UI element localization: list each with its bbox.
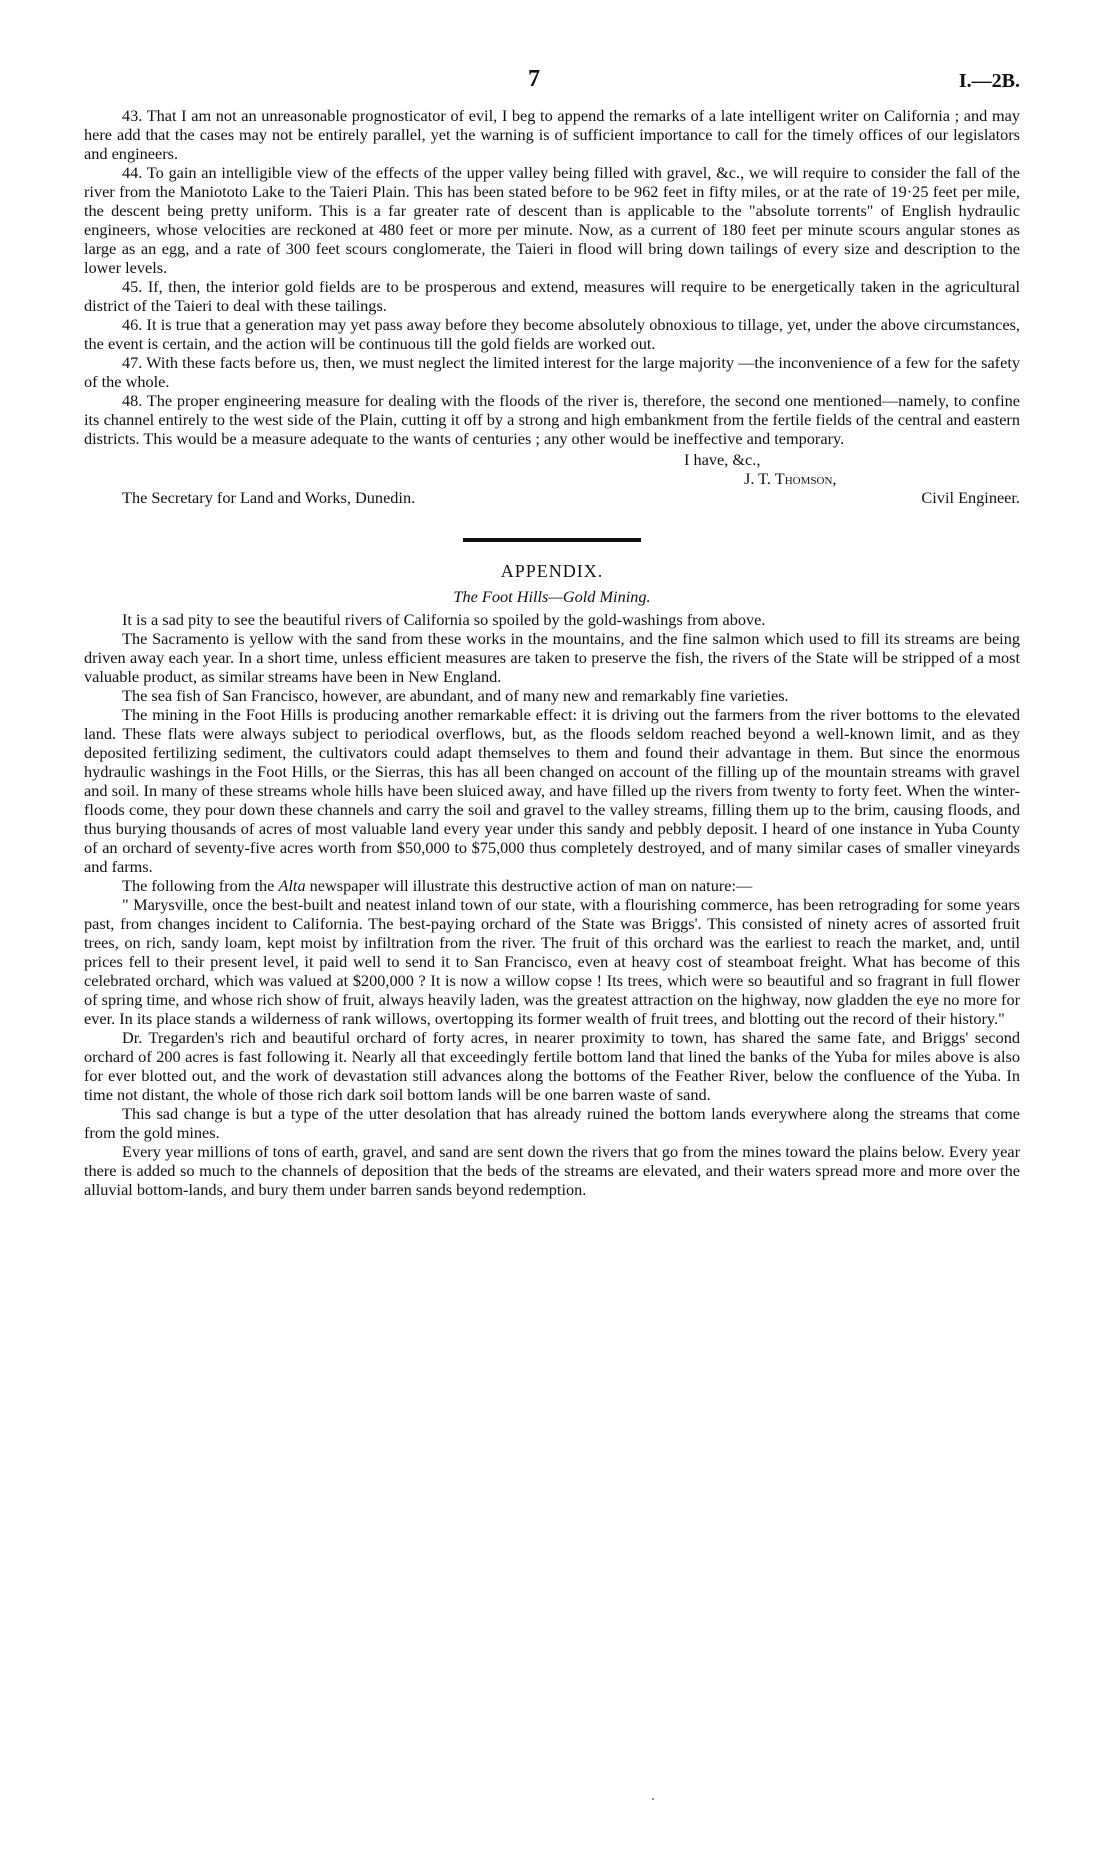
paragraph-48: 48. The proper engineering measure for dealing with the floods of the river is, therefore, the second one mentioned—namely, to confine its channel entirely to the west side of the Plain, cutting it off by a strong and high embankment from the fertile fields of the central and eastern districts. This would be a measure adequate to the wants of centuries ; any other would be ineffective and temporary. [84,391,1020,448]
newspaper-name: Alta [278,876,306,895]
section-divider [463,538,641,542]
appendix-paragraph-2: The Sacramento is yellow with the sand from these works in the mountains, and the fine salmon which used to fill its streams are being driven away each year. In a short time, unless efficient measures are taken to preserve the fish, the rivers of the State will be stripped of a most valuable product, as similar streams have been in New England. [84,629,1020,686]
paragraph-44: 44. To gain an intelligible view of the effects of the upper valley being filled with gravel, &c., we will require to consider the fall of the river from the Maniototo Lake to the Taieri Plain. This has been stated before to be 962 feet in fifty miles, or at the rate of 19·25 feet per mile, the descent being pretty uniform. This is a far greater rate of descent than is applicable to the "absolute torrents" of English hydraulic engineers, whose velocities are reckoned at 480 feet or more per minute. Now, as a current of 180 feet per minute scours angular stones as large as an egg, and a rate of 300 feet scours conglomerate, the Taieri in flood will bring down tailings of every size and description to the lower levels. [84,163,1020,277]
appendix-paragraph-7: Dr. Tregarden's rich and beautiful orchard of forty acres, in nearer proximity to town, has shared the same fate, and Briggs' second orchard of 200 acres is fast following it. Nearly all that exceedingly fertile bottom land that lined the banks of the Yuba for miles above is also for ever blotted out, and the work of devastation still advances along the bottoms of the Feather River, below the confluence of the Yuba. In time not distant, the whole of those rich dark soil bottom lands will be one barren waste of sand. [84,1028,1020,1104]
addressee: The Secretary for Land and Works, Dunedin. [122,488,416,507]
signature-block [84,450,1020,524]
signature-name: J. T. Thomson, [744,469,837,488]
appendix-quotation: " Marysville, once the best-built and neatest inland town of our state, with a flourishing commerce, has been retrograding for some years past, from changes incident to California. The best-paying orchard of the State was Briggs'. This consisted of ninety acres of assorted fruit trees, on rich, sandy loam, kept moist by infiltration from the river. The fruit of this orchard was the earliest to reach the market, and, until prices fell to their present level, it paid well to send it to San Francisco, even at heavy cost of steamboat freight. What has become of this celebrated orchard, which was valued at $200,000 ? It is now a willow copse ! Its trees, which were so beautiful and so fragrant in full flower of spring time, and whose rich show of fruit, always heavily laden, was the greatest attraction on the highway, now gladden the eye no more for ever. In its place stands a wilderness of rank willows, overtopping its former wealth of fruit trees, and blotting out the record of their history." [84,895,1020,1028]
paragraph-46: 46. It is true that a generation may yet pass away before they become absolutely obnoxious to tillage, yet, under the above circumstances, the event is certain, and the action will be continuous till the gold fields are worked out. [84,315,1020,353]
signature-closing: I have, &c., [684,450,761,469]
appendix-paragraph-1: It is a sad pity to see the beautiful rivers of California so spoiled by the gold-washings from above. [122,610,766,629]
appendix-paragraph-9: Every year millions of tons of earth, gravel, and sand are sent down the rivers that go from the mines toward the plains below. Every year there is added so much to the channels of deposition that the beds of the streams are elevated, and their waters spread more and more over the alluvial bottom-lands, and bury them under barren sands beyond redemption. [84,1142,1020,1199]
paragraph-47: 47. With these facts before us, then, we must neglect the limited interest for the large majority —the inconvenience of a few for the safety of the whole. [84,353,1020,391]
paragraph-43: 43. That I am not an unreasonable prognosticator of evil, I beg to append the remarks of a late intelligent writer on California ; and may here add that the cases may not be entirely parallel, yet the warning is of sufficient importance to call for the timely offices of our legislators and engineers. [84,106,1020,163]
document-reference: I.—2B. [958,70,1020,92]
appendix-title: APPENDIX. [500,561,604,581]
paragraph-45: 45. If, then, the interior gold fields are to be prosperous and extend, measures will require to be energetically taken in the agricultural district of the Taieri to deal with these tailings. [84,277,1020,315]
appendix-subtitle: The Foot Hills—Gold Mining. [453,587,651,606]
stray-mark [652,1798,654,1800]
page-number: 7 [528,66,540,92]
page-header [84,66,1020,106]
appendix-paragraph-5 [84,876,1020,895]
appendix-paragraph-8: This sad change is but a type of the utter desolation that has already ruined the bottom lands everywhere along the streams that come from the gold mines. [84,1104,1020,1142]
signature-title: Civil Engineer. [921,488,1020,507]
appendix-paragraph-5-post: newspaper will illustrate this destructive action of man on nature:— [305,876,753,895]
appendix-paragraph-5-pre: The following from the [122,876,279,895]
appendix-paragraph-3: The sea fish of San Francisco, however, are abundant, and of many new and remarkably fine varieties. [122,686,789,705]
appendix-paragraph-4: The mining in the Foot Hills is producing another remarkable effect: it is driving out the farmers from the river bottoms to the elevated land. These flats were always subject to periodical overflows, but, as the floods seldom reached beyond a well-known limit, and as they deposited fertilizing sediment, the cultivators could adapt themselves to them and found their advantage in them. But since the enormous hydraulic washings in the Foot Hills, or the Sierras, this has all been changed on account of the filling up of the mountain streams with gravel and soil. In many of these streams whole hills have been sluiced away, and have filled up the rivers from twenty to forty feet. When the winter-floods come, they pour down these channels and carry the soil and gravel to the valley streams, filling them up to the brim, causing floods, and thus burying thousands of acres of most valuable land every year under this sandy and pebbly deposit. I heard of one instance in Yuba County of an orchard of seventy-five acres worth from $50,000 to $75,000 thus completely destroyed, and of many similar cases of smaller vineyards and farms. [84,705,1020,876]
